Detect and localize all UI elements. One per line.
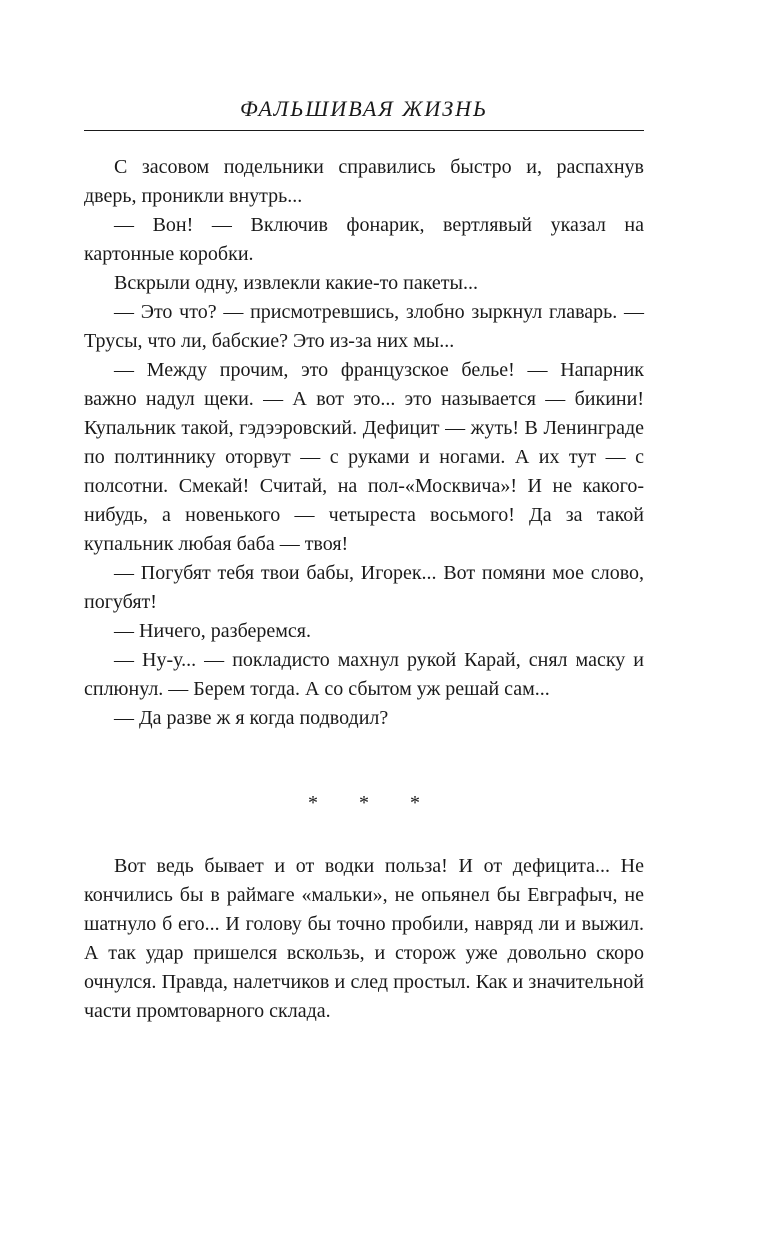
paragraph: — Вон! — Включив фонарик, вертлявый указал на картонные коробки.: [84, 214, 644, 265]
paragraph: — Погубят тебя твои бабы, Игорек... Вот помяни мое слово, погубят!: [84, 562, 644, 613]
section-separator: * * *: [308, 792, 438, 814]
running-head: ФАЛЬШИВАЯ ЖИЗНЬ: [84, 96, 644, 131]
paragraph: — Ничего, разберемся.: [114, 620, 311, 642]
paragraph: — Да разве ж я когда подводил?: [114, 707, 389, 729]
paragraph: Вот ведь бывает и от водки польза! И от дефицита... Не кончились бы в раймаге «мальки», не опьянел бы Евграфыч, не шатнуло б его... И голову бы точно пробили, навряд ли и выжил. А так удар пришелся вскользь, и сторож уже довольно скоро очнулся. Правда, налетчиков и след простыл. Как и значительной части промтоварного склада.: [84, 855, 644, 1022]
paragraph: — Это что? — присмотревшись, злобно зыркнул главарь. — Трусы, что ли, бабские? Это из-за них мы...: [84, 301, 644, 352]
body-text: [84, 153, 644, 1026]
book-page: [84, 96, 644, 1026]
paragraph: Вскрыли одну, извлекли какие-то пакеты...: [114, 272, 478, 294]
paragraph: С засовом подельники справились быстро и, распахнув дверь, проникли внутрь...: [84, 156, 644, 207]
paragraph: — Между прочим, это французское белье! — Напарник важно надул щеки. — А вот это... это называется — бикини! Купальник такой, гэдээровский. Дефицит — жуть! В Ленинграде по полтиннику оторвут — с руками и ногами. А их тут — с полсотни. Смекай! Считай, на пол-«Москвича»! И не какого-нибудь, а новенького — четыреста восьмого! Да за такой купальник любая баба — твоя!: [84, 359, 644, 555]
paragraph: — Ну-у... — покладисто махнул рукой Карай, снял маску и сплюнул. — Берем тогда. А со сбытом уж решай сам...: [84, 649, 644, 700]
